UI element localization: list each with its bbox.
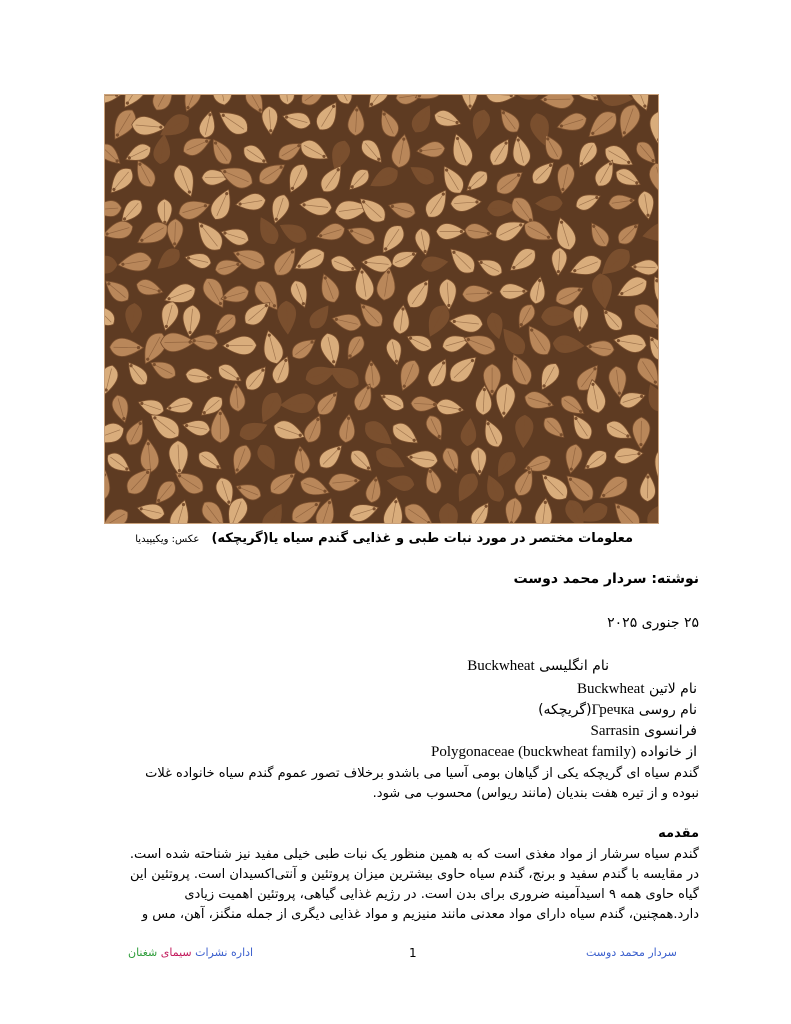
buckwheat-grains-image: [105, 95, 658, 523]
article-title: معلومات مختصر در مورد نبات طبی و غذایی گندم سیاه یا(گریچکه): [211, 531, 633, 546]
name-english: [467, 657, 609, 676]
name-french: [591, 722, 698, 741]
intro-line-1: گندم سیاه ای گریچکه یکی از گیاهان بومی آسیا می باشدو برخلاف تصور عموم گندم سیاه خانواده غلات: [145, 766, 699, 781]
name-latin-label: نام لاتین: [644, 681, 697, 697]
footer-office-prefix: اداره نشرات: [191, 946, 254, 959]
name-latin: [577, 680, 697, 699]
footer-author: سردار محمد دوست: [586, 946, 677, 959]
name-latin-value: Buckwheat: [577, 681, 645, 697]
page-number: 1: [409, 946, 417, 960]
name-russian-suffix: (گریچکه): [538, 702, 592, 718]
footer-office: [128, 946, 253, 959]
name-family: [431, 743, 697, 762]
name-french-label: فرانسوی: [639, 723, 697, 739]
photo-caption: [135, 531, 633, 546]
photo-credit: عکس: ویکیپیدیا: [135, 534, 200, 545]
name-english-label: نام انگلیسی: [534, 658, 609, 674]
name-english-value: Buckwheat: [467, 658, 535, 674]
name-family-label: از خانواده: [635, 744, 697, 760]
section-heading: مقدمه: [658, 826, 699, 841]
footer-office-word2: شغنان: [128, 946, 161, 959]
name-family-value: Polygonaceae (buckwheat family): [431, 744, 636, 760]
name-russian: [538, 701, 697, 720]
body-line-2: در مقایسه با گندم سفید و برنج، گندم سیاه حاوی بیشترین میزان پروتئین و آنتی‌اکسیدان است. پروتئین این: [130, 867, 699, 882]
body-line-3: گیاه حاوی همه ۹ اسیدآمینه ضروری برای بدن است. در رژیم غذایی گیاهی، پروتئین اهمیت زیادی: [184, 887, 699, 902]
date-line: ۲۵ جنوری ۲۰۲۵: [607, 615, 699, 631]
intro-line-2: نبوده و از تیره هفت بندیان (مانند ریواس) محسوب می شود.: [372, 786, 699, 801]
body-line-1: گندم سیاه سرشار از مواد مغذی است که به همین منظور یک نبات طبی خیلی مفید نیز شناحته شده است.: [129, 847, 699, 862]
body-line-4: دارد.همچنین، گندم سیاه دارای مواد معدنی مانند منیزیم و مواد غذایی دیگری از جمله منگنز، آهن، مس و: [141, 907, 699, 922]
author-line: نوشته: سردار محمد دوست: [513, 571, 699, 587]
footer-office-word1: سیمای: [160, 946, 192, 959]
name-russian-label: نام روسی: [634, 702, 697, 718]
name-french-value: Sarrasin: [590, 723, 640, 739]
name-russian-value: Гречка: [591, 702, 635, 718]
buckwheat-photo: [104, 94, 659, 524]
